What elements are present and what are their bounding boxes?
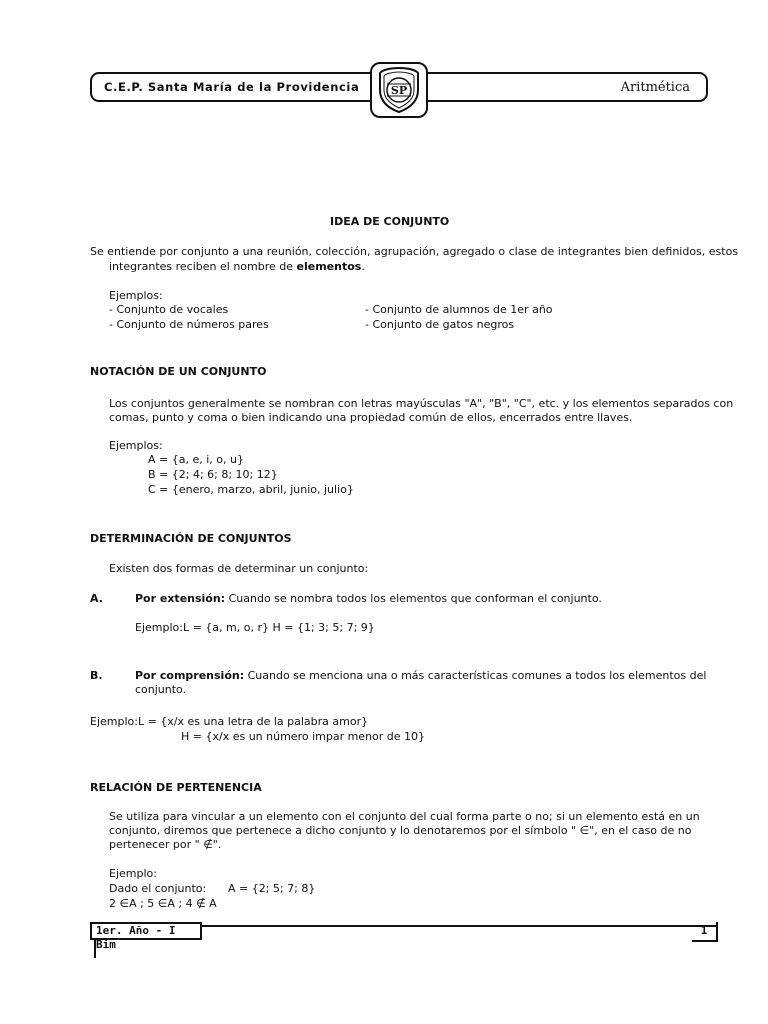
- option-b-text-cont: conjunto.: [135, 683, 187, 696]
- option-a-letter: A.: [90, 592, 103, 605]
- example-item: - Conjunto de vocales: [109, 303, 229, 316]
- intro-line-1: Se entiende por conjunto a una reunión, colección, agrupación, agregado o clase de integrantes bien definidos, estos: [90, 245, 739, 258]
- footer-tick: [94, 940, 96, 958]
- option-b-term: Por comprensión:: [135, 669, 245, 682]
- intro-keyword: elementos: [296, 260, 362, 273]
- notation-example: A = {a, e, i, o, u}: [148, 453, 244, 466]
- notation-example: C = {enero, marzo, abril, junio, julio}: [148, 483, 354, 496]
- intro-line-2-suffix: .: [361, 260, 365, 273]
- example-item: - Conjunto de números pares: [109, 318, 269, 331]
- notation-line-2: comas, punto y coma o bien indicando una propiedad común de ellos, encerrados entre llaves.: [109, 411, 633, 424]
- footer-rule: [200, 925, 718, 927]
- subject-name: Aritmética: [620, 80, 690, 95]
- membership-example-label: Ejemplo:: [109, 867, 157, 880]
- school-logo: [370, 62, 428, 118]
- notation-examples-label: Ejemplos:: [109, 439, 163, 452]
- option-b-example-2: H = {x/x es un número impar menor de 10}: [181, 730, 426, 743]
- membership-line-3: pertenecer por " ∉".: [109, 838, 222, 851]
- membership-line-2: conjunto, diremos que pertenece a dicho conjunto y lo denotaremos por el símbolo " ∈", en el caso de no: [109, 824, 692, 837]
- membership-given-label: Dado el conjunto:: [109, 882, 207, 895]
- page-number: 1: [692, 922, 718, 942]
- option-b-example-1: Ejemplo:L = {x/x es una letra de la palabra amor}: [90, 715, 369, 728]
- membership-relations: 2 ∈A ; 5 ∈A ; 4 ∉ A: [109, 897, 217, 910]
- examples-label: Ejemplos:: [109, 289, 163, 302]
- option-b-letter: B.: [90, 669, 103, 682]
- intro-line-2-prefix: integrantes reciben el nombre de: [109, 260, 297, 273]
- example-item: - Conjunto de alumnos de 1er año: [365, 303, 553, 316]
- school-name: C.E.P. Santa María de la Providencia: [104, 80, 360, 94]
- determination-intro: Existen dos formas de determinar un conjunto:: [109, 562, 369, 575]
- membership-given-set: A = {2; 5; 7; 8}: [228, 882, 316, 895]
- footer-grade: 1er. Año - I Bim: [90, 922, 202, 940]
- option-a-example: Ejemplo:L = {a, m, o, r} H = {1; 3; 5; 7; 9}: [135, 621, 375, 634]
- option-b-text: [135, 668, 706, 683]
- option-a-term: Por extensión:: [135, 592, 226, 605]
- notation-example: B = {2; 4; 6; 8; 10; 12}: [148, 468, 278, 481]
- option-a-description: Cuando se nombra todos los elementos que conforman el conjunto.: [225, 592, 602, 605]
- notation-line-1: Los conjuntos generalmente se nombran con letras mayúsculas "A", "B", "C", etc. y los elementos separados con: [109, 397, 734, 410]
- page-title: IDEA DE CONJUNTO: [330, 215, 450, 228]
- notation-heading: NOTACIÓN DE UN CONJUNTO: [90, 365, 267, 378]
- intro-line-2: [109, 259, 365, 274]
- example-item: - Conjunto de gatos negros: [365, 318, 515, 331]
- school-crest-icon: [372, 64, 426, 116]
- membership-heading: RELACIÓN DE PERTENENCIA: [90, 781, 262, 794]
- option-a-text: [135, 591, 602, 606]
- option-b-description: Cuando se menciona una o más características comunes a todos los elementos del: [244, 669, 707, 682]
- determination-heading: DETERMINACIÓN DE CONJUNTOS: [90, 532, 292, 545]
- membership-line-1: Se utiliza para vincular a un elemento con el conjunto del cual forma parte o no; si un elemento está en un: [109, 810, 700, 823]
- school-logo-text: SP: [390, 84, 408, 97]
